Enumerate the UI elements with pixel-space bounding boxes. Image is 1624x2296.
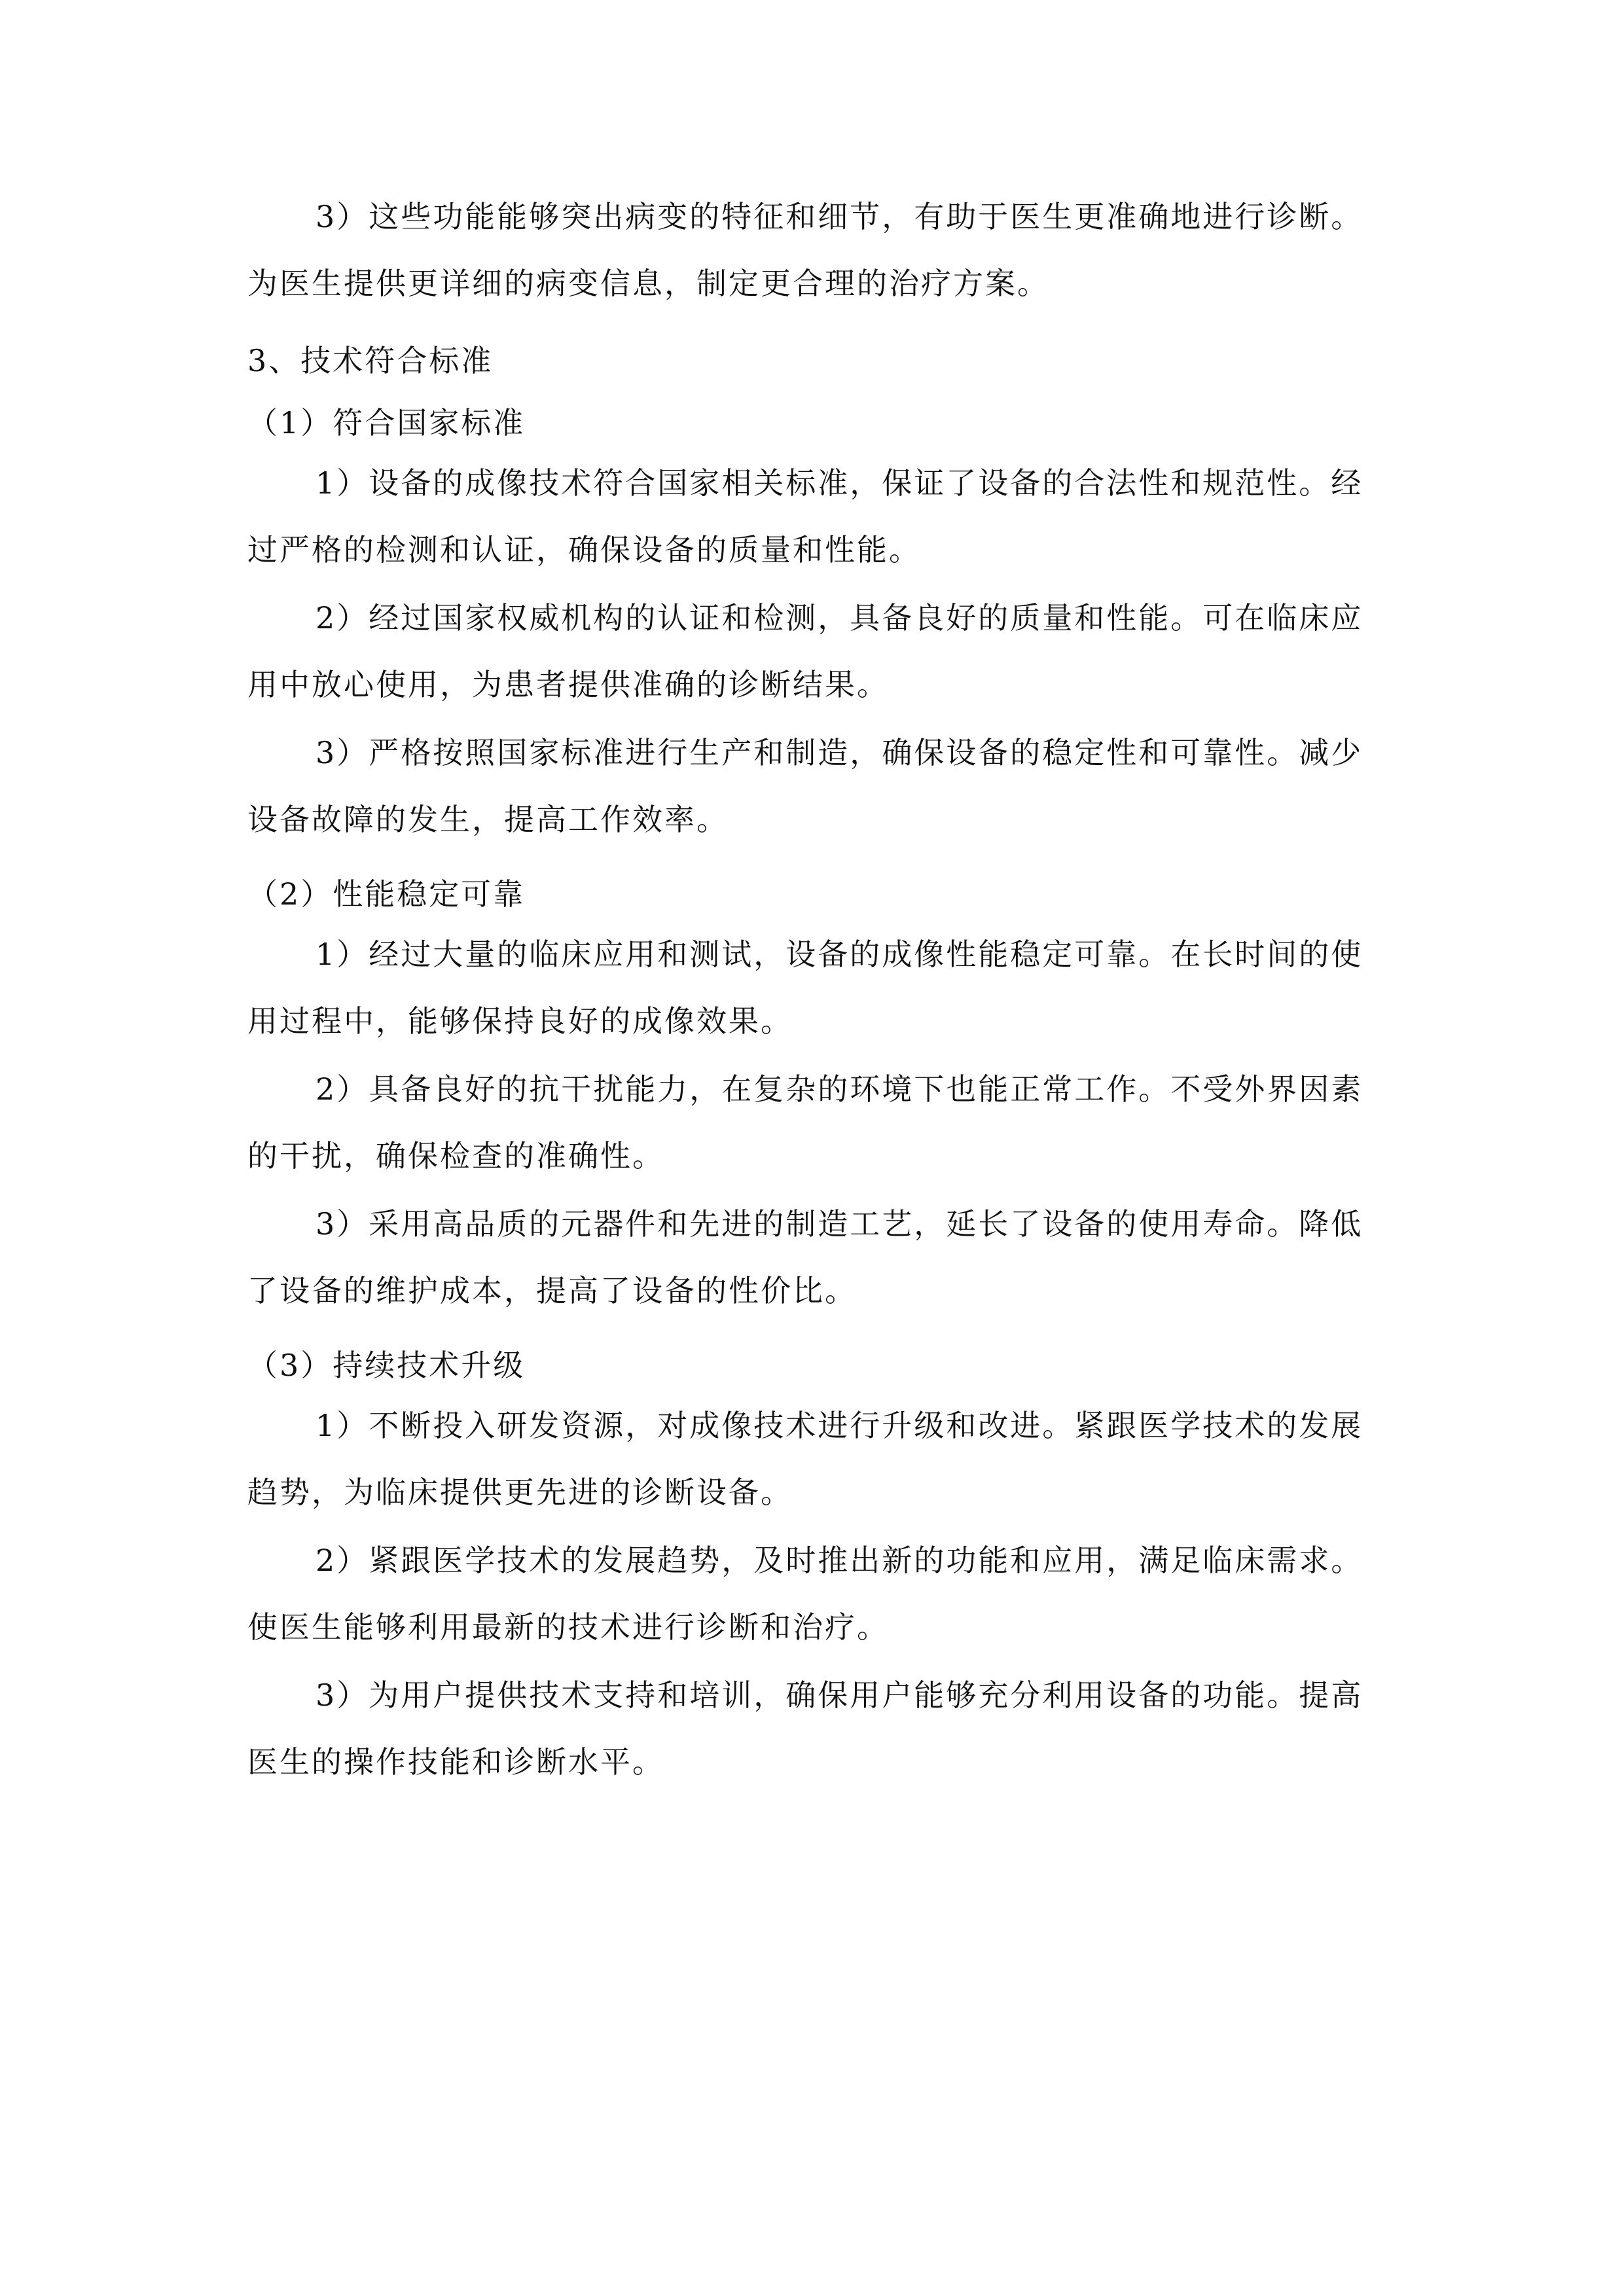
subsection-heading: （2）性能稳定可靠 bbox=[247, 876, 526, 912]
section-title: 3、技术符合标准 bbox=[247, 343, 494, 378]
paragraph-line: 设备故障的发生，提高工作效率。 bbox=[247, 802, 729, 837]
section-heading bbox=[247, 327, 1390, 394]
subsection-1 bbox=[247, 389, 1390, 456]
paragraph-line: 3）这些功能能够突出病变的特征和细节，有助于医生更准确地进行诊断。 bbox=[316, 199, 1363, 234]
paragraph-line: 了设备的维护成本，提高了设备的性价比。 bbox=[247, 1273, 857, 1308]
paragraph-s1-3 bbox=[247, 719, 1390, 853]
subsection-2 bbox=[247, 861, 1390, 927]
paragraph-line: 为医生提供更详细的病变信息，制定更合理的治疗方案。 bbox=[247, 266, 1049, 301]
paragraph-line: 用中放心使用，为患者提供准确的诊断结果。 bbox=[247, 667, 889, 702]
paragraph-line: 1）经过大量的临床应用和测试，设备的成像性能稳定可靠。在长时间的使 bbox=[316, 937, 1363, 972]
paragraph-s1-1 bbox=[247, 450, 1390, 583]
paragraph-intro-3 bbox=[247, 183, 1390, 317]
paragraph-s2-3 bbox=[247, 1191, 1390, 1324]
paragraph-line: 医生的操作技能和诊断水平。 bbox=[247, 1744, 664, 1780]
subsection-heading: （1）符合国家标准 bbox=[247, 405, 526, 440]
paragraph-line: 用过程中，能够保持良好的成像效果。 bbox=[247, 1003, 793, 1039]
paragraph-line: 的干扰，确保检查的准确性。 bbox=[247, 1138, 664, 1174]
paragraph-line: 2）具备良好的抗干扰能力，在复杂的环境下也能正常工作。不受外界因素 bbox=[316, 1071, 1363, 1107]
paragraph-line: 1）不断投入研发资源，对成像技术进行升级和改进。紧跟医学技术的发展 bbox=[316, 1408, 1363, 1443]
paragraph-line: 2）经过国家权威机构的认证和检测，具备良好的质量和性能。可在临床应 bbox=[316, 600, 1363, 636]
paragraph-line: 过严格的检测和认证，确保设备的质量和性能。 bbox=[247, 532, 921, 567]
paragraph-line: 3）为用户提供技术支持和培训，确保用户能够充分利用设备的功能。提高 bbox=[316, 1677, 1363, 1713]
subsection-3 bbox=[247, 1332, 1390, 1399]
paragraph-line: 3）严格按照国家标准进行生产和制造，确保设备的稳定性和可靠性。减少 bbox=[316, 735, 1363, 770]
subsection-heading: （3）持续技术升级 bbox=[247, 1348, 526, 1383]
paragraph-s3-1 bbox=[247, 1392, 1390, 1526]
paragraph-line: 3）采用高品质的元器件和先进的制造工艺，延长了设备的使用寿命。降低 bbox=[316, 1206, 1363, 1242]
paragraph-s3-3 bbox=[247, 1662, 1390, 1795]
paragraph-line: 2）紧跟医学技术的发展趋势，及时推出新的功能和应用，满足临床需求。 bbox=[316, 1543, 1363, 1578]
paragraph-s3-2 bbox=[247, 1527, 1390, 1660]
paragraph-line: 趋势，为临床提供更先进的诊断设备。 bbox=[247, 1475, 793, 1510]
paragraph-line: 使医生能够利用最新的技术进行诊断和治疗。 bbox=[247, 1609, 889, 1645]
paragraph-s1-2 bbox=[247, 584, 1390, 718]
paragraph-s2-1 bbox=[247, 921, 1390, 1054]
paragraph-s2-2 bbox=[247, 1056, 1390, 1189]
paragraph-line: 1）设备的成像技术符合国家相关标准，保证了设备的合法性和规范性。经 bbox=[316, 465, 1363, 501]
